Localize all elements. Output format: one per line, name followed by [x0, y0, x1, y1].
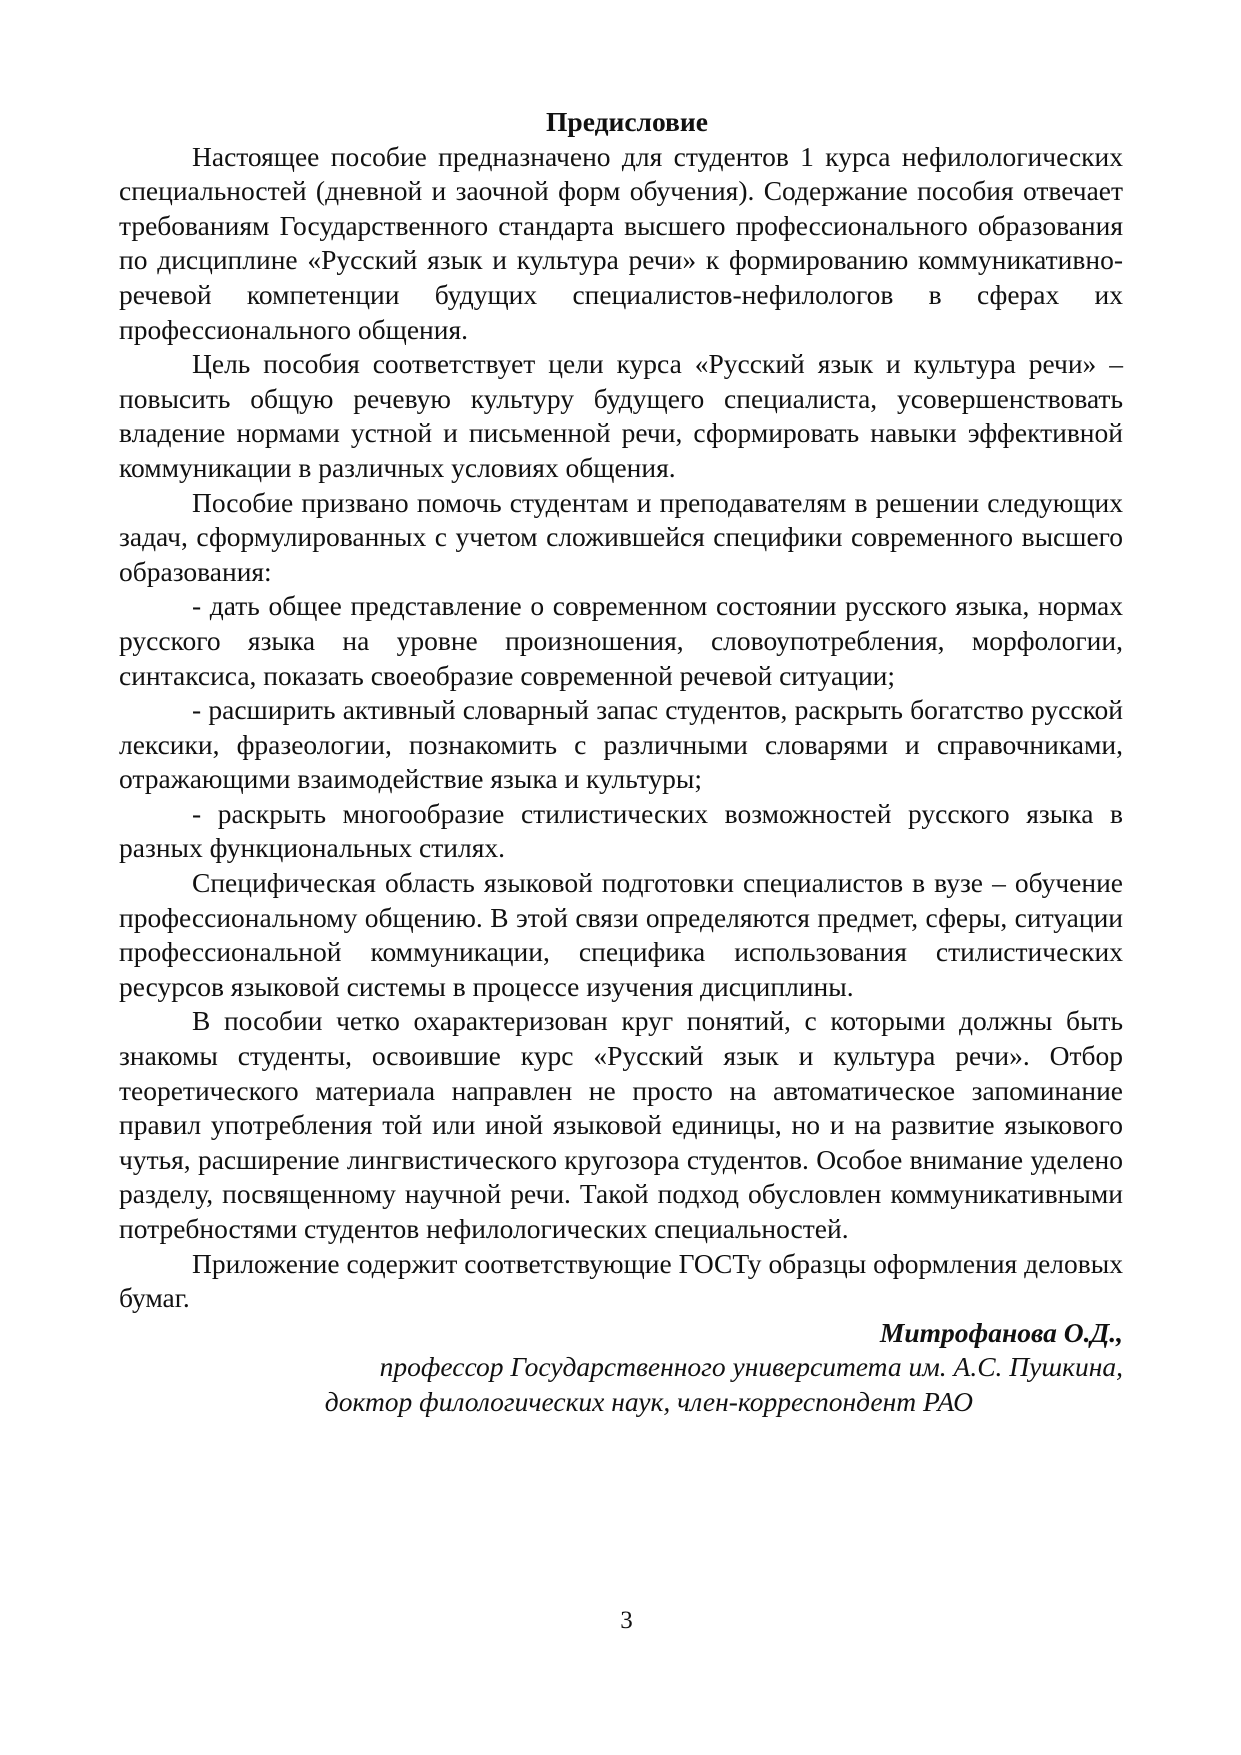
paragraph-2: Цель пособия соответствует цели курса «Русский язык и культура речи» – повысить общую речевую культуру будущего специалиста, усовершенствовать владение нормами устной и письменной речи, сформировать навыки эффективной коммуникации в различных условиях общения.: [119, 348, 1123, 483]
paragraph-4: Специфическая область языковой подготовки специалистов в вузе – обучение профессиональному общению. В этой связи определяются предмет, сферы, ситуации профессиональной коммуникации, специфика использования стилистических ресурсов языковой системы в процессе изучения дисциплины.: [119, 867, 1123, 1002]
list-item-3: - раскрыть многообразие стилистических возможностей русского языка в разных функциональных стилях.: [119, 797, 1123, 864]
paragraph-5: В пособии четко охарактеризован круг понятий, с которыми должны быть знакомы студенты, освоившие курс «Русский язык и культура речи». Отбор теоретического материала направлен не просто на автоматическое запоминание правил употребления той или иной языковой единицы, но и на развитие языкового чутья, расширение лингвистического кругозора студентов. Особое внимание уделено разделу, посвященному научной речи. Такой подход обусловлен коммуникативными потребностями студентов нефилологических специальностей.: [119, 1005, 1123, 1244]
document-page: [119, 105, 1123, 1420]
page-number: 3: [620, 1607, 633, 1634]
page-title: Предисловие: [546, 106, 708, 137]
list-item-2: - расширить активный словарный запас студентов, раскрыть богатство русской лексики, фразеологии, познакомить с различными словарями и справочниками, отражающими взаимодействие языка и культуры;: [119, 694, 1123, 795]
signature-degree: доктор филологических наук, член-корреспондент РАО: [324, 1385, 973, 1417]
paragraph-1: Настоящее пособие предназначено для студентов 1 курса нефилологических специальностей (дневной и заочной форм обучения). Содержание пособия отвечает требованиям Государственного стандарта высшего профессионального образования по дисциплине «Русский язык и культура речи» к формированию коммуникативно-речевой компетенции будущих специалистов-нефилологов в сферах их профессионального общения.: [119, 140, 1123, 345]
paragraph-3: Пособие призвано помочь студентам и преподавателям в решении следующих задач, сформулированных с учетом сложившейся специфики современного высшего образования:: [119, 486, 1123, 587]
signature-title: профессор Государственного университета им. А.С. Пушкина,: [379, 1351, 1123, 1383]
list-item-1: - дать общее представление о современном состоянии русского языка, нормах русского языка на уровне произношения, словоупотребления, морфологии, синтаксиса, показать своеобразие современной речевой ситуации;: [119, 590, 1123, 691]
paragraph-6: Приложение содержит соответствующие ГОСТу образцы оформления деловых бумаг.: [119, 1247, 1123, 1314]
signature-name: Митрофанова О.Д.,: [879, 1316, 1123, 1348]
